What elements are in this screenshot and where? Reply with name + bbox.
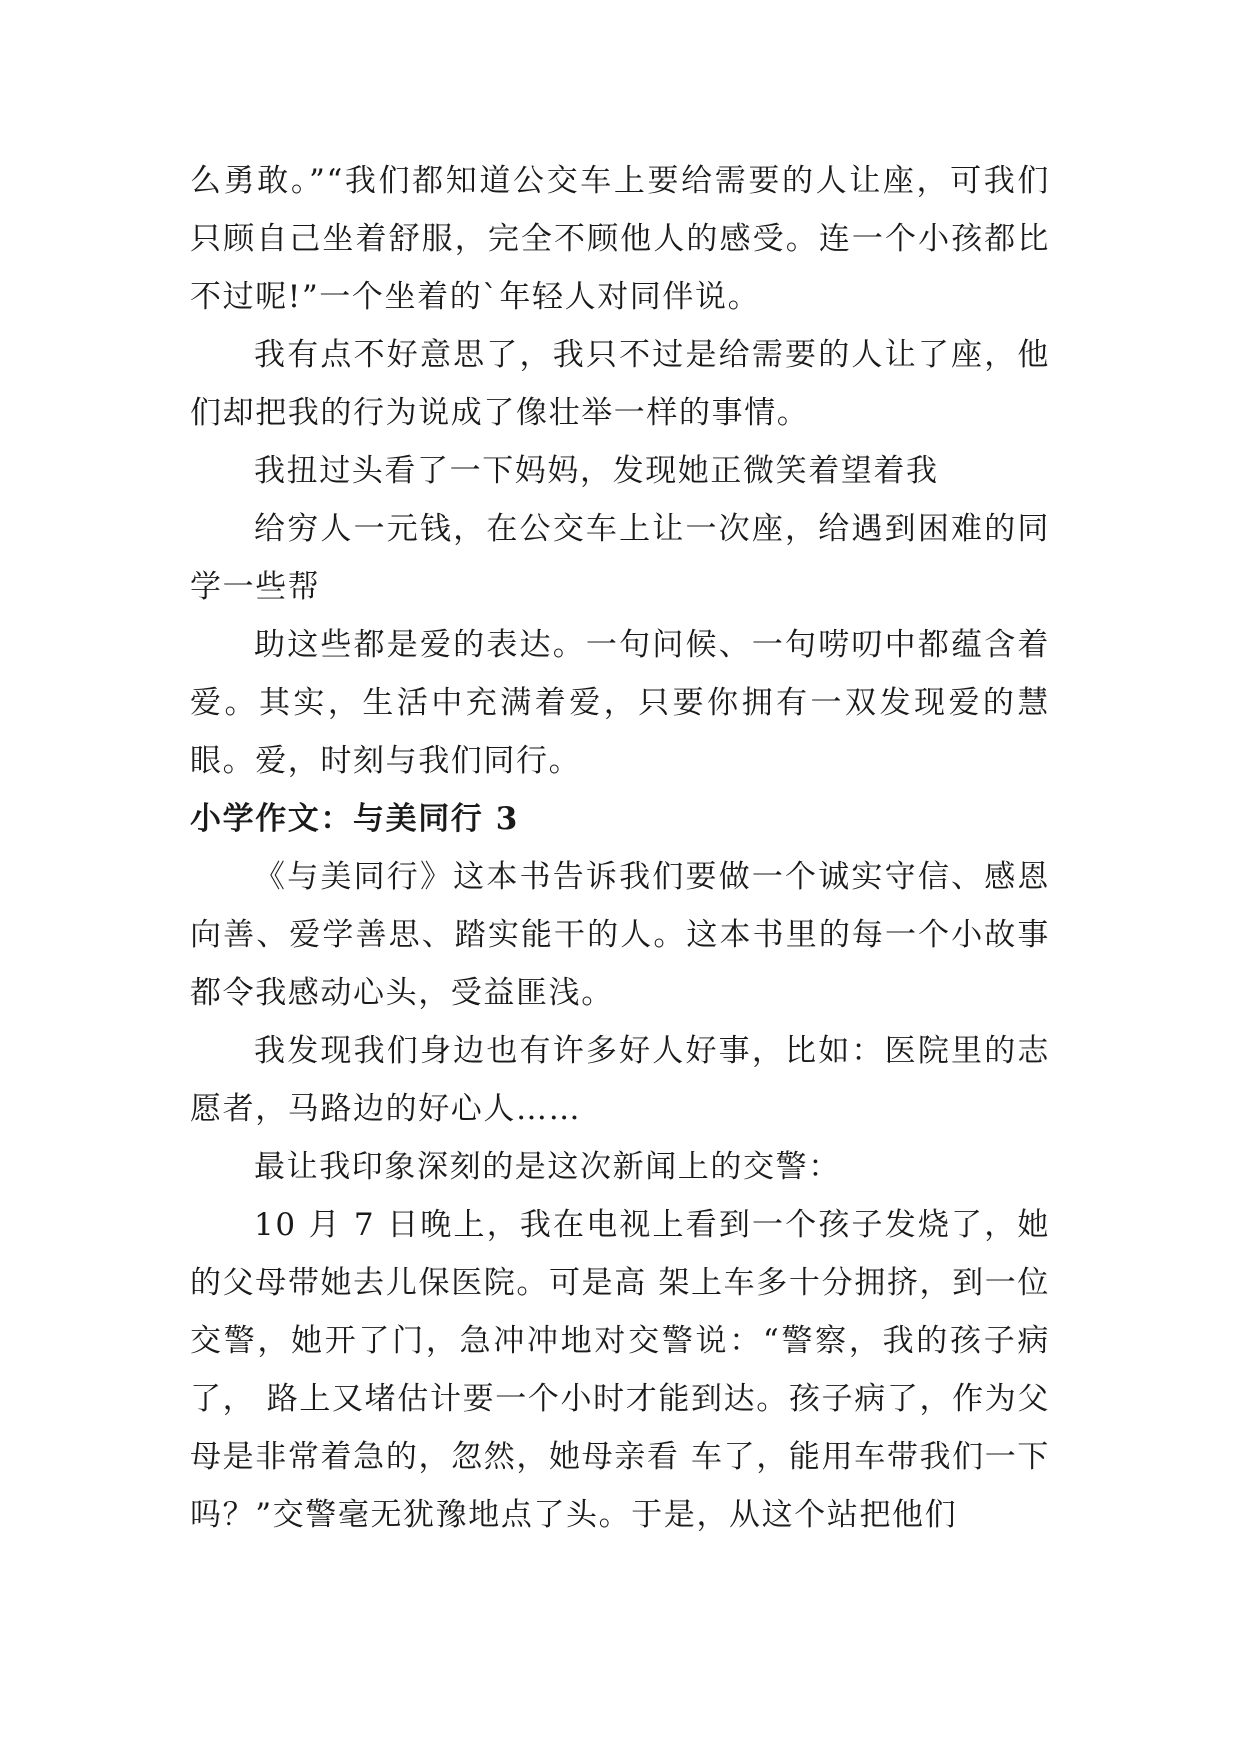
paragraph-2: 我有点不好意思了，我只不过是给需要的人让了座，他们却把我的行为说成了像壮举一样的事情。 — [190, 337, 1050, 431]
paragraph-3: 我扭过头看了一下妈妈，发现她正微笑着望着我 — [254, 453, 939, 489]
paragraph-7: 我发现我们身边也有许多好人好事，比如：医院里的志愿者，马路边的好心人…… — [190, 1033, 1050, 1127]
paragraph-9: 10 月 7 日晚上，我在电视上看到一个孩子发烧了，她的父母带她去儿保医院。可是高 架上车多十分拥挤，到一位交警，她开了门，急冲冲地对交警说：“警察，我的孩子病了， 路上又堵估计要一个小时才能到达。孩子病了，作为父母是非常着急的，忽然，她母亲看 车了，能用车带我们一下吗？”交警毫无犹豫地点了头。于是，从这个站把他们 — [190, 1207, 1050, 1533]
paragraph-5: 助这些都是爱的表达。一句问候、一句唠叨中都蕴含着爱。其实，生活中充满着爱，只要你拥有一双发现爱的慧眼。爱，时刻与我们同行。 — [190, 627, 1050, 779]
document-body — [190, 152, 1050, 1544]
paragraph-6: 《与美同行》这本书告诉我们要做一个诚实守信、感恩向善、爱学善思、踏实能干的人。这本书里的每一个小故事都令我感动心头，受益匪浅。 — [190, 859, 1050, 1011]
paragraph-4: 给穷人一元钱，在公交车上让一次座，给遇到困难的同学一些帮 — [190, 511, 1050, 605]
paragraph-8: 最让我印象深刻的是这次新闻上的交警： — [254, 1149, 841, 1185]
section-heading: 小学作文：与美同行 3 — [190, 801, 519, 837]
paragraph-1: 么勇敢。”“我们都知道公交车上要给需要的人让座，可我们只顾自己坐着舒服，完全不顾他人的感受。连一个小孩都比不过呢!”一个坐着的`年轻人对同伴说。 — [190, 163, 1050, 315]
